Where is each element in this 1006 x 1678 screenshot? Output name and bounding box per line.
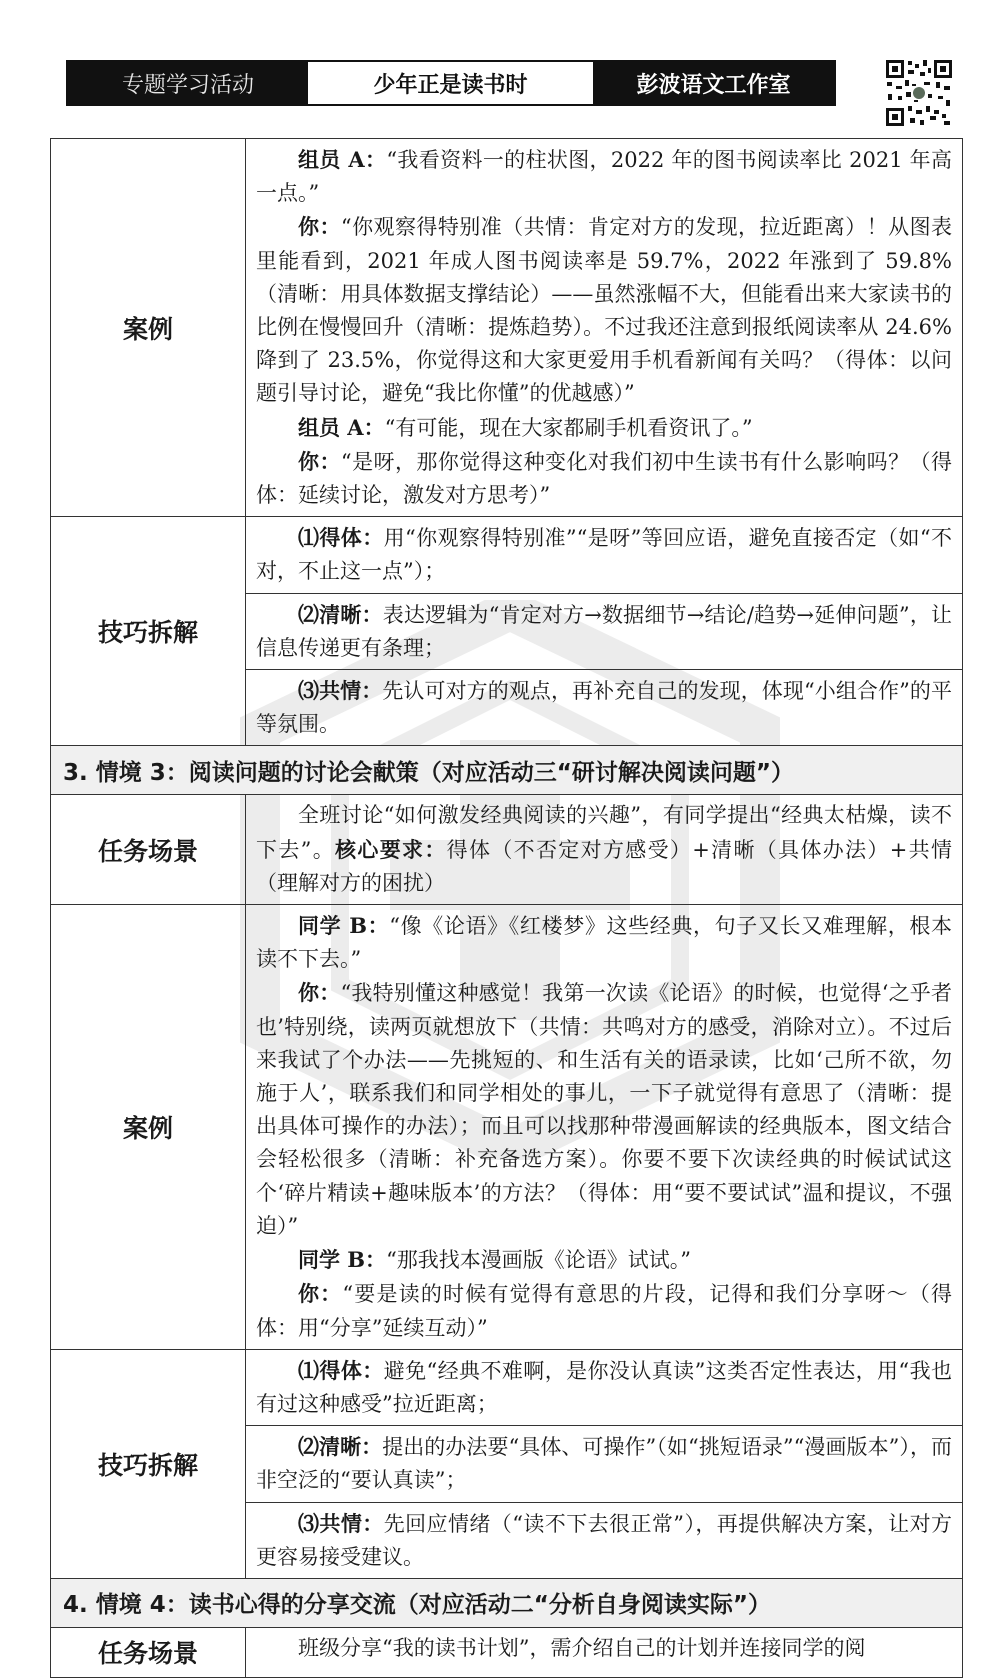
skill-item: ⑵清晰：表达逻辑为“肯定对方→数据细节→结论/趋势→延伸问题”，让信息传递更有条理； (246, 593, 963, 669)
skill-item: ⑶共情：先回应情绪（“读不下去很正常”），再提供解决方案，让对方更容易接受建议。 (246, 1502, 963, 1578)
skill-item: ⑶共情：先认可对方的观点，再补充自己的发现，体现“小组合作”的平等氛围。 (246, 670, 963, 746)
case-content (246, 905, 963, 1350)
table-row (51, 1349, 963, 1425)
skill-item: ⑴得体：用“你观察得特别准”“是呀”等回应语，避免直接否定（如“不对，不止这一点”）； (246, 517, 963, 593)
row-label-case: 案例 (51, 139, 246, 517)
table-row (51, 905, 963, 1350)
row-label-case: 案例 (51, 905, 246, 1350)
dialogue-line: 同学 B：“像《论语》《红楼梦》这些经典，句子又长又难理解，根本读不下去。” (256, 913, 953, 972)
header-studio: 彭波语文工作室 (593, 62, 834, 104)
section-heading: 4. 情境 4：读书心得的分享交流（对应活动二“分析自身阅读实际”） (51, 1578, 963, 1627)
table-row (51, 1627, 963, 1677)
table-row (51, 1578, 963, 1627)
qr-code-icon (884, 58, 954, 128)
table-row (51, 517, 963, 593)
task-content: 全班讨论“如何激发经典阅读的兴趣”，有同学提出“经典太枯燥，读不下去”。核心要求：得体（不否定对方感受）+清晰（具体办法）+共情（理解对方的困扰） (246, 795, 963, 905)
row-label-task: 任务场景 (51, 1627, 246, 1677)
task-content: 班级分享“我的读书计划”，需介绍自己的计划并连接同学的阅 (246, 1627, 963, 1677)
header-title: 少年正是读书时 (308, 62, 593, 104)
skill-item: ⑴得体：避免“经典不难啊，是你没认真读”这类否定性表达，用“我也有过这种感受”拉近距离； (246, 1349, 963, 1425)
dialogue-line: 你：“我特别懂这种感觉！我第一次读《论语》的时候，也觉得‘之乎者也’特别绕，读两页就想放下（共情：共鸣对方的感受，消除对立）。不过后来我试了个办法——先挑短的、和生活有关的语录读，比如‘己所不欲，勿施于人’，联系我们和同学相处的事儿，一下子就觉得有意思了（清晰：提出具体可操作的办法）；而且可以找那种带漫画解读的经典版本，图文结合会轻松很多（清晰：补充备选方案）。你要不要下次读经典的时候试试这个‘碎片精读+趣味版本’的方法？（得体：用“要不要试试”温和提议，不强迫）” (256, 980, 952, 1238)
dialogue-line: 组员 A：“我看资料一的柱状图，2022 年的图书阅读率比 2021 年高一点。” (256, 147, 952, 206)
header-bar (66, 60, 836, 106)
dialogue-line: 同学 B：“那我找本漫画版《论语》试试。” (298, 1247, 692, 1273)
dialogue-line: 你：“是呀，那你觉得这种变化对我们初中生读书有什么影响吗？（得体：延续讨论，激发对方思考）” (256, 448, 953, 508)
dialogue-line: 你：“你观察得特别准（共情：肯定对方的发现，拉近距离）！从图表里能看到，2021 年成人图书阅读率是 59.7%，2022 年涨到了 59.8%（清晰：用具体数据支撑结论）——虽然涨幅不大，但能看出来大家读书的比例在慢慢回升（清晰：提炼趋势）。不过我还注意到报纸阅读率从 24.6%降到了 23.5%，你觉得这和大家更爱用手机看新闻有关吗？（得体：以问题引导讨论，避免“我比你懂”的优越感）” (256, 214, 953, 406)
section-heading: 3. 情境 3：阅读问题的讨论会献策（对应活动三“研讨解决阅读问题”） (51, 746, 963, 795)
table-row (51, 139, 963, 517)
dialogue-line: 你：“要是读的时候有觉得有意思的片段，记得和我们分享呀～（得体：用“分享”延续互动）” (256, 1281, 953, 1340)
table-row (51, 795, 963, 905)
case-content (246, 139, 963, 517)
row-label-task: 任务场景 (51, 795, 246, 905)
content-table (50, 138, 963, 1678)
row-label-skills: 技巧拆解 (51, 517, 246, 746)
dialogue-line: 组员 A：“有可能，现在大家都刷手机看资讯了。” (298, 414, 753, 440)
header-topic: 专题学习活动 (68, 62, 308, 104)
skill-item: ⑵清晰：提出的办法要“具体、可操作”（如“挑短语录”“漫画版本”），而非空泛的“要认真读”； (246, 1426, 963, 1502)
row-label-skills: 技巧拆解 (51, 1349, 246, 1578)
table-row (51, 746, 963, 795)
